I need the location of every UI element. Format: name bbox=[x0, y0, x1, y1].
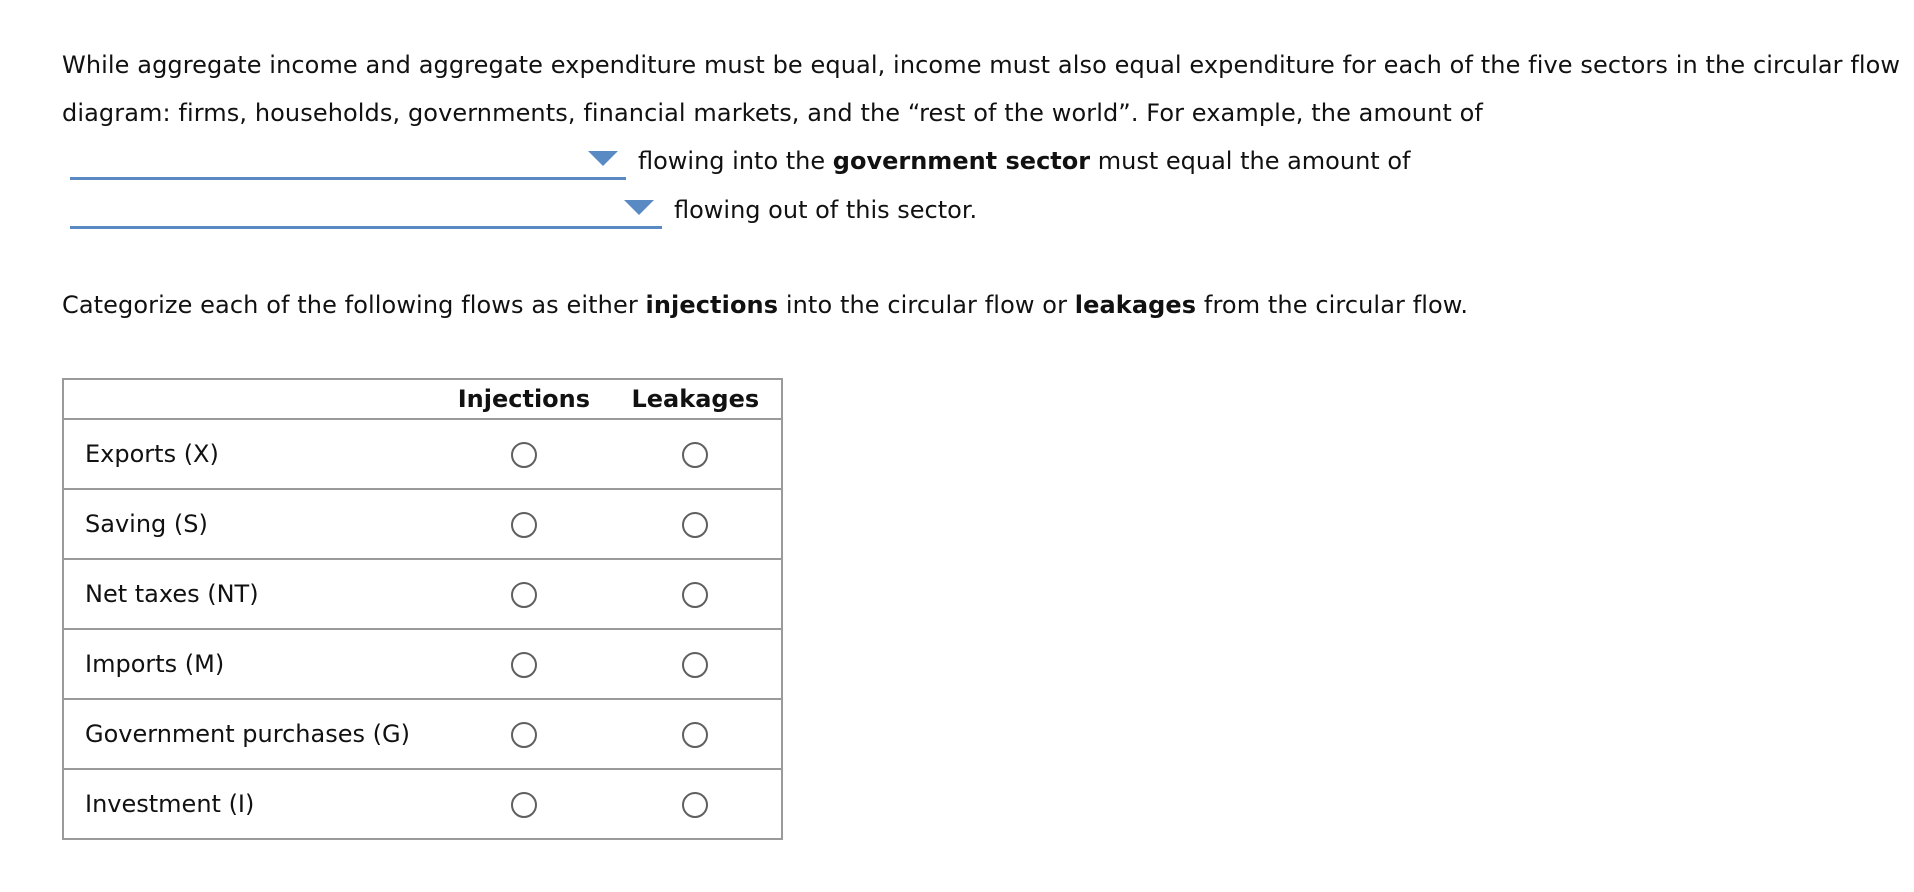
categorize-post: from the circular flow. bbox=[1196, 291, 1469, 319]
flow-in-text bbox=[638, 146, 1410, 176]
table-header-row bbox=[63, 379, 782, 419]
row-label: Government purchases (G) bbox=[63, 699, 438, 769]
injection-cell bbox=[438, 489, 609, 559]
table-row bbox=[63, 769, 782, 839]
header-leakages: Leakages bbox=[610, 379, 782, 419]
leakage-cell bbox=[610, 559, 782, 629]
table-row bbox=[63, 699, 782, 769]
injection-cell bbox=[438, 559, 609, 629]
categorize-mid: into the circular flow or bbox=[778, 291, 1075, 319]
chevron-down-icon bbox=[624, 200, 654, 215]
injection-radio[interactable] bbox=[511, 722, 537, 748]
row-label: Net taxes (NT) bbox=[63, 559, 438, 629]
leakage-radio[interactable] bbox=[682, 792, 708, 818]
injection-cell bbox=[438, 769, 609, 839]
injection-radio[interactable] bbox=[511, 442, 537, 468]
flow-in-text-pre: flowing into the bbox=[638, 147, 833, 175]
flows-table bbox=[62, 378, 783, 840]
flow-out-dropdown[interactable] bbox=[70, 186, 662, 229]
table-row bbox=[63, 489, 782, 559]
intro-line-1: While aggregate income and aggregate expenditure must be equal, income must also equal expenditure for each of the five sectors in the circular flow bbox=[62, 51, 1901, 79]
injection-cell bbox=[438, 419, 609, 489]
flow-in-text-post: must equal the amount of bbox=[1090, 147, 1411, 175]
injection-radio[interactable] bbox=[511, 652, 537, 678]
government-sector-bold: government sector bbox=[832, 147, 1091, 175]
leakage-radio[interactable] bbox=[682, 582, 708, 608]
categorize-pre: Categorize each of the following flows as either bbox=[62, 291, 646, 319]
row-label: Investment (I) bbox=[63, 769, 438, 839]
categorize-instruction bbox=[62, 290, 1468, 320]
table-row bbox=[63, 559, 782, 629]
row-label: Imports (M) bbox=[63, 629, 438, 699]
leakage-cell bbox=[610, 699, 782, 769]
leakage-cell bbox=[610, 489, 782, 559]
injection-cell bbox=[438, 629, 609, 699]
leakages-bold: leakages bbox=[1074, 291, 1197, 319]
leakage-radio[interactable] bbox=[682, 512, 708, 538]
flow-out-text: flowing out of this sector. bbox=[674, 196, 978, 224]
leakage-cell bbox=[610, 769, 782, 839]
intro-line-2: diagram: firms, households, governments, financial markets, and the “rest of the world”. For example, the amount of bbox=[62, 99, 1483, 127]
injection-radio[interactable] bbox=[511, 792, 537, 818]
leakage-radio[interactable] bbox=[682, 442, 708, 468]
flow-in-dropdown[interactable] bbox=[70, 137, 626, 180]
injection-radio[interactable] bbox=[511, 582, 537, 608]
row-label: Exports (X) bbox=[63, 419, 438, 489]
chevron-down-icon bbox=[588, 151, 618, 166]
header-blank bbox=[63, 379, 438, 419]
leakage-cell bbox=[610, 419, 782, 489]
injection-radio[interactable] bbox=[511, 512, 537, 538]
table-row bbox=[63, 629, 782, 699]
leakage-radio[interactable] bbox=[682, 652, 708, 678]
injection-cell bbox=[438, 699, 609, 769]
leakage-radio[interactable] bbox=[682, 722, 708, 748]
row-label: Saving (S) bbox=[63, 489, 438, 559]
injections-bold: injections bbox=[645, 291, 779, 319]
leakage-cell bbox=[610, 629, 782, 699]
table-row bbox=[63, 419, 782, 489]
header-injections: Injections bbox=[438, 379, 609, 419]
